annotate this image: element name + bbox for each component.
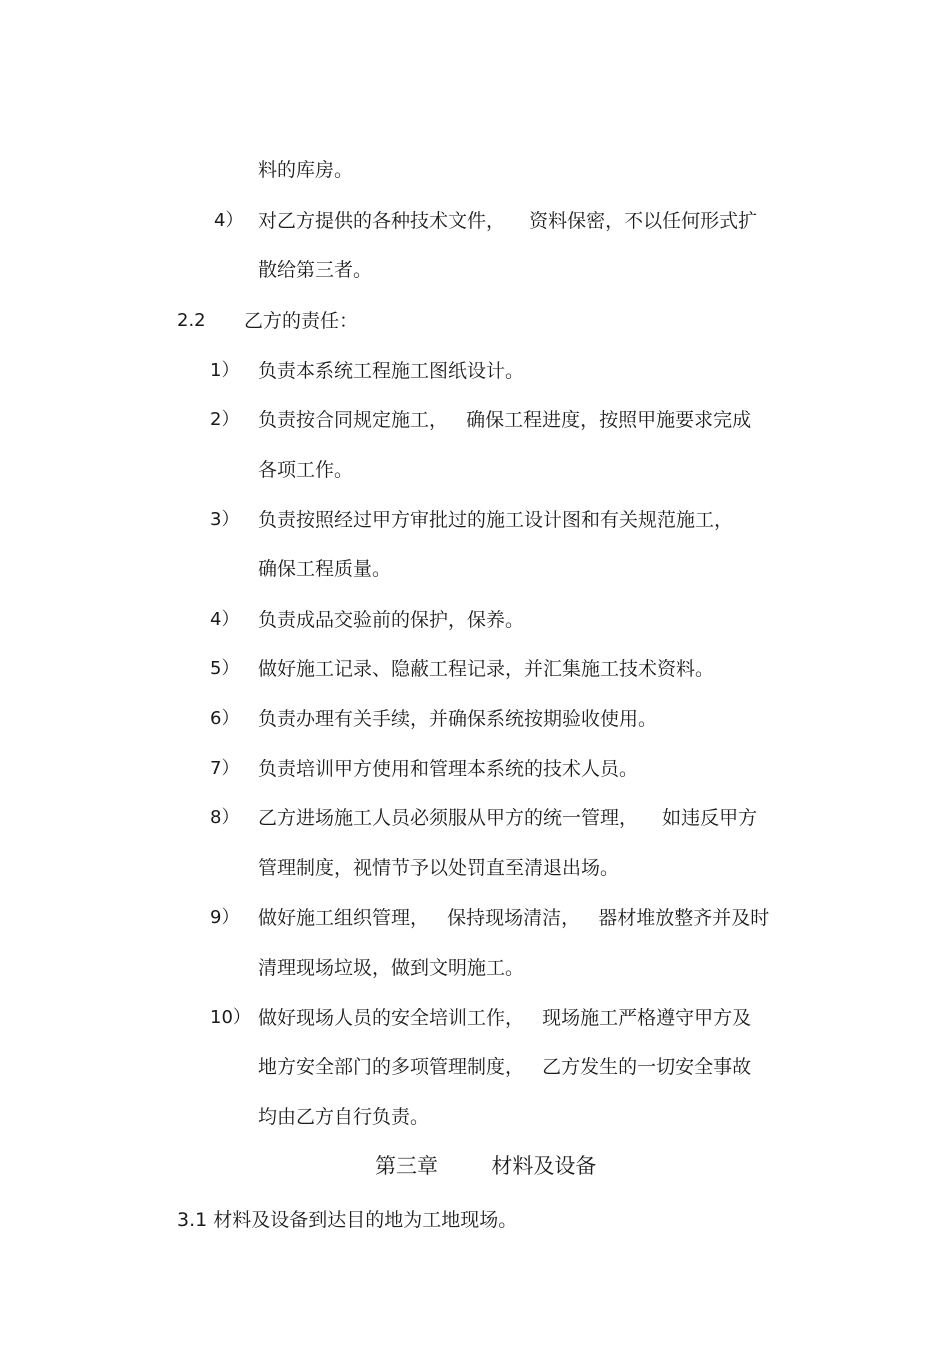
item-10-number: 10） (210, 1007, 251, 1028)
client-item-4-number: 4） (214, 210, 244, 231)
item-7-number: 7） (210, 758, 240, 779)
client-item-4-line2: 散给第三者。 (258, 259, 373, 281)
item-4-number: 4） (210, 609, 240, 630)
item-6-line1: 负责办理有关手续，并确保系统按期验收使用。 (258, 708, 658, 730)
item-8-number: 8） (210, 807, 240, 828)
section-2-2-number: 2.2 (177, 310, 206, 331)
item-2-line2: 各项工作。 (258, 459, 354, 481)
client-item-4-line1: 对乙方提供的各种技术文件， 资料保密，不以任何形式扩 (258, 210, 758, 232)
item-8-line2: 管理制度，视情节予以处罚直至清退出场。 (258, 857, 620, 879)
item-5-line1: 做好施工记录、隐蔽工程记录，并汇集施工技术资料。 (258, 658, 715, 680)
continuation-text: 料的库房。 (258, 159, 354, 181)
item-6-number: 6） (210, 708, 240, 729)
item-9-line1: 做好施工组织管理， 保持现场清洁， 器材堆放整齐并及时 (258, 907, 770, 929)
item-2-number: 2） (210, 409, 240, 430)
section-3-1-text: 3.1 材料及设备到达目的地为工地现场。 (177, 1209, 518, 1231)
item-5-number: 5） (210, 658, 240, 679)
item-3-line2: 确保工程质量。 (258, 558, 392, 580)
section-2-2-title: 乙方的责任： (244, 310, 359, 332)
item-9-number: 9） (210, 907, 240, 928)
item-3-line1: 负责按照经过甲方审批过的施工设计图和有关规范施工， (258, 509, 734, 531)
item-10-line2: 地方安全部门的多项管理制度， 乙方发生的一切安全事故 (258, 1056, 752, 1078)
item-1-line1: 负责本系统工程施工图纸设计。 (258, 360, 525, 382)
item-2-line1: 负责按合同规定施工， 确保工程进度，按照甲施要求完成 (258, 409, 752, 431)
item-10-line1: 做好现场人员的安全培训工作， 现场施工严格遵守甲方及 (258, 1007, 752, 1029)
item-7-line1: 负责培训甲方使用和管理本系统的技术人员。 (258, 758, 639, 780)
item-8-line1: 乙方进场施工人员必须服从甲方的统一管理， 如违反甲方 (258, 807, 758, 829)
item-1-number: 1） (210, 360, 240, 381)
item-9-line2: 清理现场垃圾，做到文明施工。 (258, 957, 525, 979)
item-10-line3: 均由乙方自行负责。 (258, 1106, 430, 1128)
chapter-3-heading: 第三章 材料及设备 (375, 1154, 597, 1178)
item-4-line1: 负责成品交验前的保护，保养。 (258, 609, 525, 631)
item-3-number: 3） (210, 509, 240, 530)
